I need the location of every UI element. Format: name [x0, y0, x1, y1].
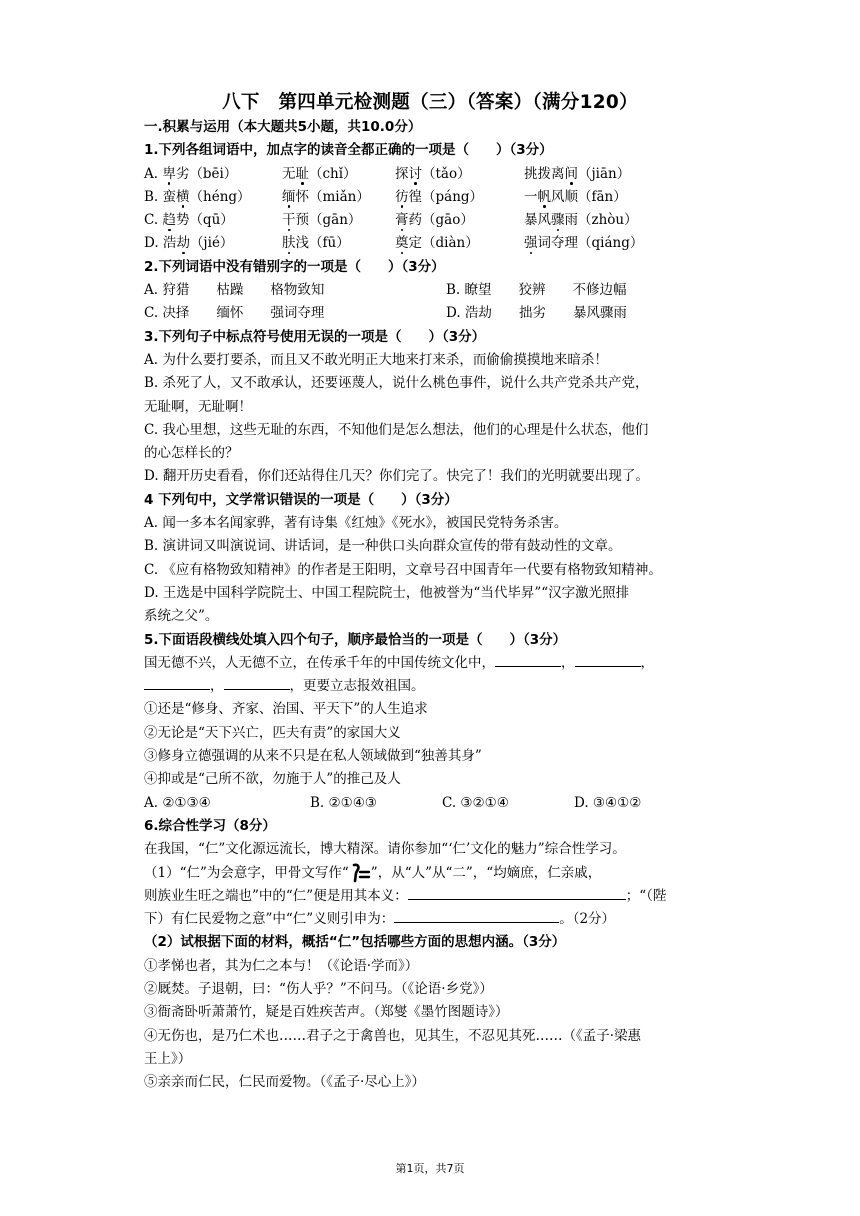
fill-blank — [408, 885, 626, 900]
option-cell: 强词夺理（qiáng） — [524, 235, 644, 252]
question-5-sentence-3: ③修身立德强调的从来不只是在私人领域做到“独善其身” — [144, 748, 482, 765]
option-cell: B. 蛮横（héng） — [144, 188, 251, 205]
question-5-options — [144, 792, 724, 815]
question-1-option-d — [144, 232, 724, 255]
fill-blank — [144, 675, 210, 690]
fill-blank — [575, 652, 641, 667]
question-6-intro: 在我国，“仁”文化源远流长，博大精深。请你参加“‘仁’文化的魅力”综合性学习。 — [144, 841, 626, 858]
question-6-part-1-cont: 则族业生旺之端也”中的“仁”便是用其本义： ；“（陛 — [144, 885, 724, 908]
question-1-option-c — [144, 209, 724, 232]
content — [144, 116, 724, 1094]
question-4-option-c: C. 《应有格物致知精神》的作者是王阳明，文章号召中国青年一代要有格物致知精神。 — [144, 561, 662, 578]
question-5-sentence-1: ①还是“修身、齐家、治国、平天下”的人生追求 — [144, 701, 428, 718]
question-4-option-a: A. 闻一多本名闻家骅，著有诗集《红烛》《死水》，被国民党特务杀害。 — [144, 515, 568, 532]
material-2: ②厩焚。子退朝，曰：“伤人乎？”不问马。（《论语·乡党》） — [144, 980, 493, 997]
material-4: ④无伤也，是乃仁术也……君子之于禽兽也，见其生，不忍见其死……（《孟子·梁惠 — [144, 1027, 642, 1044]
option-cell: A. 卑劣（bēi） — [144, 165, 238, 182]
material-1: ①孝悌也者，其为仁之本与！（《论语·学而》） — [144, 957, 419, 974]
question-5-option-d: D. ③④①② — [574, 794, 642, 811]
fill-blank — [224, 675, 290, 690]
question-3-option-b-cont: 无耻啊，无耻啊！ — [144, 398, 252, 415]
question-4-stem: 4 下列句中，文学常识错误的一项是（ ）（3分） — [144, 491, 458, 508]
material-5: ⑤亲亲而仁民，仁民而爱物。（《孟子·尽心上》） — [144, 1074, 426, 1091]
question-4-option-b: B. 演讲词又叫演说词、讲话词，是一种供口头向群众宣传的带有鼓动性的文章。 — [144, 538, 622, 555]
question-3-option-b: B. 杀死了人，又不敢承认，还要诬蔑人，说什么桃色事件，说什么共产党杀共产党， — [144, 375, 649, 392]
page-title: 八下 第四单元检测题（三）（答案）（满分120） — [222, 92, 638, 113]
question-3-option-c: C. 我心里想，这些无耻的东西，不知他们是怎么想法，他们的心理是什么状态，他们 — [144, 421, 649, 438]
question-1-stem: 1.下列各组词语中，加点字的读音全都正确的一项是（ ）（3分） — [144, 142, 553, 159]
option-cell: 无耻（chǐ） — [282, 165, 357, 182]
page-footer: 第1页，共7页 — [395, 1162, 465, 1175]
question-4-option-d-cont: 系统之父”。 — [144, 608, 219, 625]
question-5-passage: 国无德不兴，人无德不立，在传承千年的中国传统文化中， ， ， — [144, 652, 724, 675]
question-2-options-cd — [144, 302, 724, 325]
option-cell: 奠定（diàn） — [395, 235, 479, 252]
question-5-option-c: C. ③②①④ — [442, 794, 509, 811]
question-2-stem: 2.下列词语中没有错别字的一项是（ ）（3分） — [144, 258, 445, 275]
option-cell: D. 浩劫（jié） — [144, 235, 234, 252]
question-6-part-1-cont2: 下）有仁民爱物之意”中“仁”义则引申为： 。（2分） — [144, 908, 724, 931]
question-2-option-c: C. 决择 缅怀 强词夺理 — [144, 305, 325, 322]
question-5-option-b: B. ②①④③ — [310, 794, 377, 811]
option-cell: 膏药（gāo） — [395, 212, 474, 229]
question-3-stem: 3.下列句子中标点符号使用无误的一项是（ ）（3分） — [144, 328, 486, 345]
question-5-passage-cont: ， ，更要立志报效祖国。 — [144, 675, 724, 698]
option-cell: C. 趋势（qū） — [144, 212, 234, 229]
question-1-option-a — [144, 163, 724, 186]
material-3: ③衙斋卧听萧萧竹，疑是百姓疾苦声。（郑燮《墨竹图题诗》） — [144, 1004, 509, 1021]
oracle-bone-ren-glyph — [349, 863, 371, 883]
option-cell: 挑拨离间（jiān） — [524, 165, 631, 182]
option-cell: 肤浅（fū） — [282, 235, 350, 252]
option-cell: 干预（gān） — [282, 212, 362, 229]
question-1-option-b — [144, 186, 724, 209]
fill-blank — [495, 652, 561, 667]
fill-blank — [394, 908, 559, 923]
option-cell: 暴风骤雨（zhòu） — [524, 212, 638, 229]
question-3-option-a: A. 为什么要打要杀，而且又不敢光明正大地来打来杀，而偷偷摸摸地来暗杀！ — [144, 351, 608, 368]
question-6-stem: 6.综合性学习（8分） — [144, 817, 276, 834]
question-3-option-c-cont: 的心怎样长的？ — [144, 445, 239, 462]
option-cell: 缅怀（miǎn） — [282, 188, 370, 205]
question-6-part-1: （1）“仁”为会意字，甲骨文写作“ ”，从“人”从“二”，“均嫡庶，仁亲戚， — [144, 862, 724, 885]
option-cell: 一帆风顺（fān） — [524, 188, 627, 205]
material-4-cont: 王上》） — [144, 1050, 192, 1067]
question-2-option-d: D. 浩劫 拙劣 暴风骤雨 — [446, 305, 627, 322]
option-cell: 彷徨（páng） — [395, 188, 484, 205]
question-2-option-a: A. 狩猎 枯躁 格物致知 — [144, 282, 325, 299]
question-3-option-d: D. 翻开历史看看，你们还站得住几天？你们完了。快完了！我们的光明就要出现了。 — [144, 468, 649, 485]
question-5-sentence-2: ②无论是“天下兴亡，匹夫有责”的家国大义 — [144, 724, 401, 741]
question-5-stem: 5.下面语段横线处填入四个句子，顺序最恰当的一项是（ ）（3分） — [144, 631, 567, 648]
question-2-options-ab — [144, 279, 724, 302]
question-2-option-b: B. 瞭望 狡辨 不修边幅 — [446, 282, 627, 299]
section-heading: 一.积累与运用（本大题共5小题，共10.0分） — [144, 119, 422, 135]
option-cell: 探讨（tǎo） — [395, 165, 471, 182]
question-5-sentence-4: ④抑或是“己所不欲，勿施于人”的推己及人 — [144, 771, 401, 788]
question-5-option-a: A. ②①③④ — [144, 794, 211, 811]
question-6-part-2: （2）试根据下面的材料，概括“仁”包括哪些方面的思想内涵。（3分） — [144, 934, 566, 951]
question-4-option-d: D. 王选是中国科学院院士、中国工程院院士，他被誉为“当代毕昇”“汉字激光照排 — [144, 584, 630, 601]
